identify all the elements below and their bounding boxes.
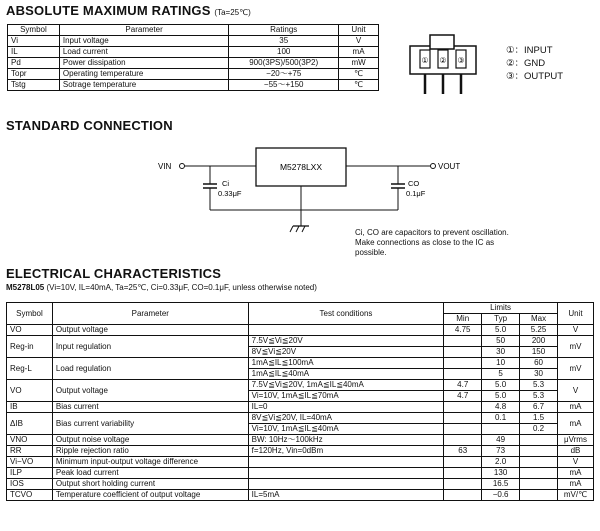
electrical-table (6, 302, 594, 501)
min-cell (444, 424, 482, 435)
electrical-row (7, 325, 594, 336)
typ-cell: 4.8 (482, 402, 520, 413)
typ-cell: 130 (482, 468, 520, 479)
vout-label: VOUT (438, 162, 460, 171)
test-condition-cell: f=120Hz, Vin=0dBm (248, 446, 444, 457)
electrical-row (7, 435, 594, 446)
symbol-cell: TCVO (7, 490, 53, 501)
unit-cell: mA (557, 468, 593, 479)
unit-cell: ℃ (339, 80, 379, 91)
co-value: 0.1μF (406, 189, 426, 198)
test-condition-cell: 1mA≦IL≦100mA (248, 358, 444, 369)
unit-cell: μVrms (557, 435, 593, 446)
abs-max-body (8, 36, 379, 91)
min-cell (444, 402, 482, 413)
min-cell (444, 347, 482, 358)
pin-legend-input: ①：INPUT (506, 45, 553, 56)
test-condition-cell (248, 479, 444, 490)
max-cell (520, 479, 558, 490)
max-cell: 6.7 (520, 402, 558, 413)
electrical-row (7, 457, 594, 468)
test-condition-cell: 8V≦Vi≦20V, IL=40mA (248, 413, 444, 424)
unit-cell: mV/℃ (557, 490, 593, 501)
max-cell: 0.2 (520, 424, 558, 435)
parameter-cell: Sotrage temperature (59, 80, 228, 91)
typ-cell: 16.5 (482, 479, 520, 490)
symbol-cell: IB (7, 402, 53, 413)
abs-max-header-ratings: Ratings (229, 25, 339, 36)
header-limits: Limits (444, 303, 558, 314)
symbol-cell: VO (7, 325, 53, 336)
abs-max-header-unit: Unit (339, 25, 379, 36)
max-cell (520, 490, 558, 501)
ci-value: 0.33μF (218, 189, 242, 198)
rating-cell: −55～+150 (229, 80, 339, 91)
electrical-condition-text: (Vi=10V, IL=40mA, Ta=25℃, Ci=0.33μF, CO=0.1μF, unless otherwise noted) (46, 283, 317, 292)
unit-cell: V (557, 380, 593, 402)
test-condition-cell: IL=5mA (248, 490, 444, 501)
electrical-row (7, 446, 594, 457)
min-cell (444, 457, 482, 468)
unit-cell: mA (557, 413, 593, 435)
rating-cell: 900(3PS)/500(3P2) (229, 58, 339, 69)
min-cell (444, 336, 482, 347)
ci-label: Ci (222, 179, 230, 188)
test-condition-cell: IL=0 (248, 402, 444, 413)
capacitor-note-line-1: Ci, CO are capacitors to prevent oscillation. (355, 228, 509, 237)
parameter-cell: Output voltage (52, 325, 248, 336)
max-cell (520, 468, 558, 479)
symbol-cell: VNO (7, 435, 53, 446)
electrical-row (7, 413, 594, 424)
max-cell: 30 (520, 369, 558, 380)
electrical-row (7, 468, 594, 479)
header-min: Min (444, 314, 482, 325)
header-test-conditions: Test conditions (248, 303, 444, 325)
vin-terminal (180, 164, 185, 169)
min-cell (444, 369, 482, 380)
abs-max-condition: (Ta=25℃) (214, 8, 251, 17)
unit-cell: V (339, 36, 379, 47)
parameter-cell: Peak load current (52, 468, 248, 479)
test-condition-cell: BW: 10Hz～100kHz (248, 435, 444, 446)
abs-max-row (8, 58, 379, 69)
typ-cell (482, 424, 520, 435)
unit-cell: mA (557, 479, 593, 490)
max-cell: 1.5 (520, 413, 558, 424)
max-cell: 200 (520, 336, 558, 347)
min-cell: 4.7 (444, 380, 482, 391)
typ-cell: 30 (482, 347, 520, 358)
ground-symbol-hatch-1 (290, 226, 293, 232)
pin-3-label: ③ (457, 56, 465, 65)
electrical-row (7, 336, 594, 347)
parameter-cell: Bias current (52, 402, 248, 413)
min-cell (444, 490, 482, 501)
parameter-cell: Operating temperature (59, 69, 228, 80)
rating-cell: −20～+75 (229, 69, 339, 80)
symbol-cell: Pd (8, 58, 60, 69)
parameter-cell: Load current (59, 47, 228, 58)
max-cell: 60 (520, 358, 558, 369)
test-condition-cell (248, 468, 444, 479)
symbol-cell: RR (7, 446, 53, 457)
symbol-cell: Reg-L (7, 358, 53, 380)
typ-cell: 5 (482, 369, 520, 380)
electrical-row (7, 479, 594, 490)
symbol-cell: ΔIB (7, 413, 53, 435)
max-cell (520, 457, 558, 468)
electrical-conditions (6, 283, 317, 292)
electrical-row (7, 358, 594, 369)
co-label: CO (408, 179, 420, 188)
min-cell (444, 435, 482, 446)
parameter-cell: Output voltage (52, 380, 248, 402)
abs-max-title (6, 3, 251, 18)
parameter-cell: Power dissipation (59, 58, 228, 69)
typ-cell: 73 (482, 446, 520, 457)
pin-legend-output: ③：OUTPUT (506, 71, 564, 82)
regulator-ic-label: M5278LXX (279, 162, 323, 172)
rating-cell: 100 (229, 47, 339, 58)
test-condition-cell (248, 325, 444, 336)
symbol-cell: Topr (8, 69, 60, 80)
package-tab (430, 35, 454, 49)
pin-1-label: ① (421, 56, 429, 65)
parameter-cell: Minimum input-output voltage difference (52, 457, 248, 468)
min-cell: 63 (444, 446, 482, 457)
symbol-cell: Vi−VO (7, 457, 53, 468)
header-symbol: Symbol (7, 303, 53, 325)
electrical-row (7, 380, 594, 391)
abs-max-header-symbol: Symbol (8, 25, 60, 36)
symbol-cell: VO (7, 380, 53, 402)
header-typ: Typ (482, 314, 520, 325)
typ-cell: −0.6 (482, 490, 520, 501)
parameter-cell: Ripple rejection ratio (52, 446, 248, 457)
test-condition-cell: 8V≦Vi≦20V (248, 347, 444, 358)
part-number: M5278L05 (6, 283, 45, 292)
min-cell (444, 358, 482, 369)
parameter-cell: Output noise voltage (52, 435, 248, 446)
parameter-cell: Temperature coefficient of output voltage (52, 490, 248, 501)
capacitor-note (355, 228, 509, 258)
unit-cell: V (557, 457, 593, 468)
ground-symbol-hatch-3 (302, 226, 305, 232)
typ-cell: 5.0 (482, 391, 520, 402)
electrical-body (7, 325, 594, 501)
max-cell (520, 446, 558, 457)
abs-max-table (7, 24, 379, 91)
max-cell (520, 435, 558, 446)
abs-max-title-text: ABSOLUTE MAXIMUM RATINGS (6, 3, 211, 18)
ground-symbol-hatch-2 (296, 226, 299, 232)
parameter-cell: Bias current variability (52, 413, 248, 435)
parameter-cell: Output short holding current (52, 479, 248, 490)
min-cell: 4.75 (444, 325, 482, 336)
rating-cell: 35 (229, 36, 339, 47)
header-parameter: Parameter (52, 303, 248, 325)
unit-cell: mA (557, 402, 593, 413)
electrical-header-row-1 (7, 303, 594, 314)
parameter-cell: Input regulation (52, 336, 248, 358)
electrical-row (7, 402, 594, 413)
capacitor-note-line-3: possible. (355, 248, 387, 257)
unit-cell: mV (557, 336, 593, 358)
typ-cell: 10 (482, 358, 520, 369)
abs-max-row (8, 47, 379, 58)
header-unit: Unit (557, 303, 593, 325)
pin-legend-gnd: ②：GND (506, 58, 546, 69)
test-condition-cell: 1mA≦IL≦40mA (248, 369, 444, 380)
test-condition-cell: 7.5V≦Vi≦20V (248, 336, 444, 347)
typ-cell: 5.0 (482, 380, 520, 391)
min-cell: 4.7 (444, 391, 482, 402)
typ-cell: 5.0 (482, 325, 520, 336)
test-condition-cell: Vi=10V, 1mA≦IL≦70mA (248, 391, 444, 402)
electrical-row (7, 490, 594, 501)
header-max: Max (520, 314, 558, 325)
max-cell: 5.3 (520, 391, 558, 402)
unit-cell: ℃ (339, 69, 379, 80)
min-cell (444, 468, 482, 479)
symbol-cell: IL (8, 47, 60, 58)
abs-max-row (8, 36, 379, 47)
vin-label: VIN (158, 162, 172, 171)
test-condition-cell: 7.5V≦Vi≦20V, 1mA≦IL≦40mA (248, 380, 444, 391)
symbol-cell: ILP (7, 468, 53, 479)
typ-cell: 49 (482, 435, 520, 446)
max-cell: 5.3 (520, 380, 558, 391)
symbol-cell: Tstg (8, 80, 60, 91)
typ-cell: 2.0 (482, 457, 520, 468)
symbol-cell: Reg-in (7, 336, 53, 358)
parameter-cell: Load regulation (52, 358, 248, 380)
typ-cell: 0.1 (482, 413, 520, 424)
max-cell: 5.25 (520, 325, 558, 336)
test-condition-cell (248, 457, 444, 468)
symbol-cell: Vi (8, 36, 60, 47)
vout-terminal (431, 164, 436, 169)
abs-max-row (8, 80, 379, 91)
abs-max-header-parameter: Parameter (59, 25, 228, 36)
test-condition-cell: Vi=10V, 1mA≦IL≦40mA (248, 424, 444, 435)
symbol-cell: IOS (7, 479, 53, 490)
min-cell (444, 413, 482, 424)
min-cell (444, 479, 482, 490)
parameter-cell: Input voltage (59, 36, 228, 47)
electrical-characteristics-title: ELECTRICAL CHARACTERISTICS (6, 266, 222, 281)
typ-cell: 50 (482, 336, 520, 347)
pin-2-label: ② (439, 56, 447, 65)
unit-cell: dB (557, 446, 593, 457)
abs-max-header-row (8, 25, 379, 36)
unit-cell: V (557, 325, 593, 336)
abs-max-row (8, 69, 379, 80)
unit-cell: mW (339, 58, 379, 69)
standard-connection-title: STANDARD CONNECTION (6, 118, 173, 133)
capacitor-note-line-2: Make connections as close to the IC as (355, 238, 495, 247)
pin-legend (506, 44, 563, 83)
package-drawing (408, 32, 480, 98)
unit-cell: mA (339, 47, 379, 58)
unit-cell: mV (557, 358, 593, 380)
max-cell: 150 (520, 347, 558, 358)
